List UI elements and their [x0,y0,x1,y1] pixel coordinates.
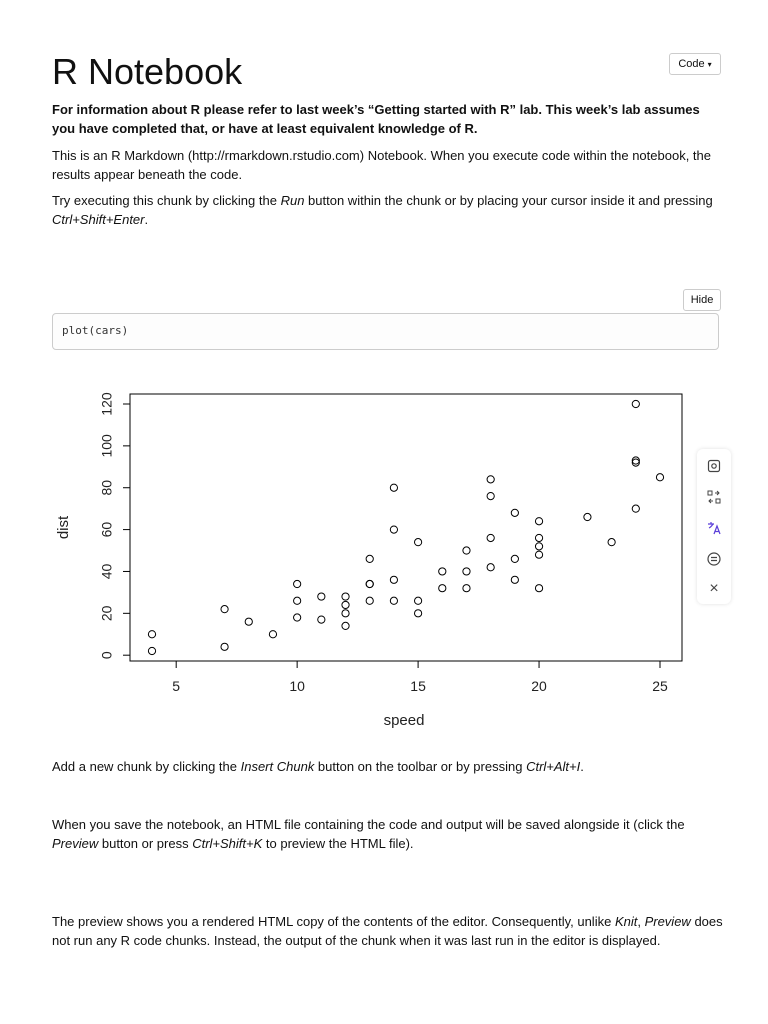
insert-chunk-paragraph [52,758,724,777]
text-span: When you save the notebook, an HTML file containing the code and output will be saved alongside it (click the [52,817,685,832]
text-span: does not run any R code chunks. Instead, the output of the chunk when it was last run in the editor is displayed. [52,914,723,948]
shortcut-emphasis: Ctrl+Shift+K [192,835,263,851]
x-tick-label: 5 [172,678,181,694]
data-point [463,585,470,592]
y-tick-label: 40 [98,563,115,580]
preview-paragraph [52,913,724,950]
code-chunk[interactable] [52,313,719,350]
run-emphasis: Run [280,193,305,208]
data-point [269,631,276,638]
y-tick-label: 100 [98,434,115,458]
data-point [487,493,494,500]
data-point [221,606,228,613]
y-axis-title: dist [54,515,72,540]
data-point [148,631,155,638]
text-span: button within the chunk or by placing your cursor inside it and pressing [304,193,713,208]
save-notebook-paragraph [52,816,724,853]
data-point [487,476,494,483]
data-point [584,513,591,520]
data-point [390,597,397,604]
text-span: Add a new chunk by clicking the [52,759,241,774]
data-point [608,539,615,546]
run-instructions-paragraph [52,192,724,229]
data-point [390,484,397,491]
data-point [463,568,470,575]
data-point [318,616,325,623]
shortcut-emphasis: Ctrl+Alt+I [526,759,581,774]
code-text: plot(cars) [62,324,129,337]
data-point [221,643,228,650]
text-span: to preview the HTML file). [262,835,414,851]
data-point [487,534,494,541]
code-dropdown-button[interactable] [669,53,721,75]
y-tick-label: 80 [98,479,115,496]
settings-icon[interactable] [705,457,723,475]
x-tick-label: 20 [531,678,547,694]
data-point [366,555,373,562]
data-point [414,539,421,546]
text-span: . [144,211,149,227]
swap-icon[interactable] [705,488,723,506]
data-point [342,610,349,617]
data-point [535,543,542,550]
x-tick-label: 15 [410,678,426,694]
data-point [487,564,494,571]
data-point [511,509,518,516]
data-point [342,601,349,608]
data-point [414,597,421,604]
preview-emphasis: Preview [52,835,99,851]
text-span: . [580,759,584,774]
data-point [148,647,155,654]
scatter-plot [40,370,700,740]
data-point [366,580,373,587]
x-tick-label: 10 [289,678,305,694]
data-point [535,585,542,592]
plot-frame [130,394,682,661]
y-tick-label: 60 [98,521,115,538]
data-point [463,547,470,554]
y-tick-label: 120 [98,392,115,416]
insert-chunk-emphasis: Insert Chunk [240,759,315,774]
data-point [535,551,542,558]
data-point [439,585,446,592]
hide-code-button[interactable]: Hide [683,289,721,311]
text-span: button or press [98,835,193,851]
intro-bold-paragraph: For information about R please refer to last week’s “Getting started with R” lab. This week’s lab assumes you have completed that, or have at least equivalent knowledge of R. [52,102,700,136]
data-point [535,534,542,541]
data-point [318,593,325,600]
data-point [390,576,397,583]
caret-down-icon: ▾ [707,59,712,69]
x-tick-label: 25 [652,678,668,694]
text-span: Try executing this chunk by clicking the [52,193,281,208]
y-tick-label: 20 [98,605,115,622]
data-point [511,555,518,562]
data-point [656,474,663,481]
data-point [294,597,301,604]
data-point [535,518,542,525]
side-toolbar [697,449,731,604]
text-span: The preview shows you a rendered HTML copy of the contents of the editor. Consequently, unlike [52,914,615,929]
intro-paragraph: This is an R Markdown (http://rmarkdown.rstudio.com) Notebook. When you execute code within the notebook, the results appear beneath the code. [52,148,711,182]
data-point [245,618,252,625]
data-point [366,597,373,604]
data-point [632,400,639,407]
text-span: , [637,914,645,929]
data-point [414,610,421,617]
preview-emphasis: Preview [644,914,691,929]
data-point [342,622,349,629]
shortcut-emphasis: Ctrl+Shift+Enter [52,211,145,227]
data-point [342,593,349,600]
text-span: button on the toolbar or by pressing [314,759,527,774]
data-point [632,505,639,512]
page-title: R Notebook [52,51,243,92]
close-icon[interactable]: × [709,580,719,597]
y-tick-label: 0 [98,651,115,660]
compare-icon[interactable] [705,550,723,568]
data-point [294,580,301,587]
code-button-label: Code [678,58,705,70]
data-point [439,568,446,575]
data-point [511,576,518,583]
data-point [390,526,397,533]
data-point [294,614,301,621]
knit-emphasis: Knit [614,914,638,929]
x-axis-title: speed [383,712,425,729]
translate-icon[interactable] [705,519,723,537]
